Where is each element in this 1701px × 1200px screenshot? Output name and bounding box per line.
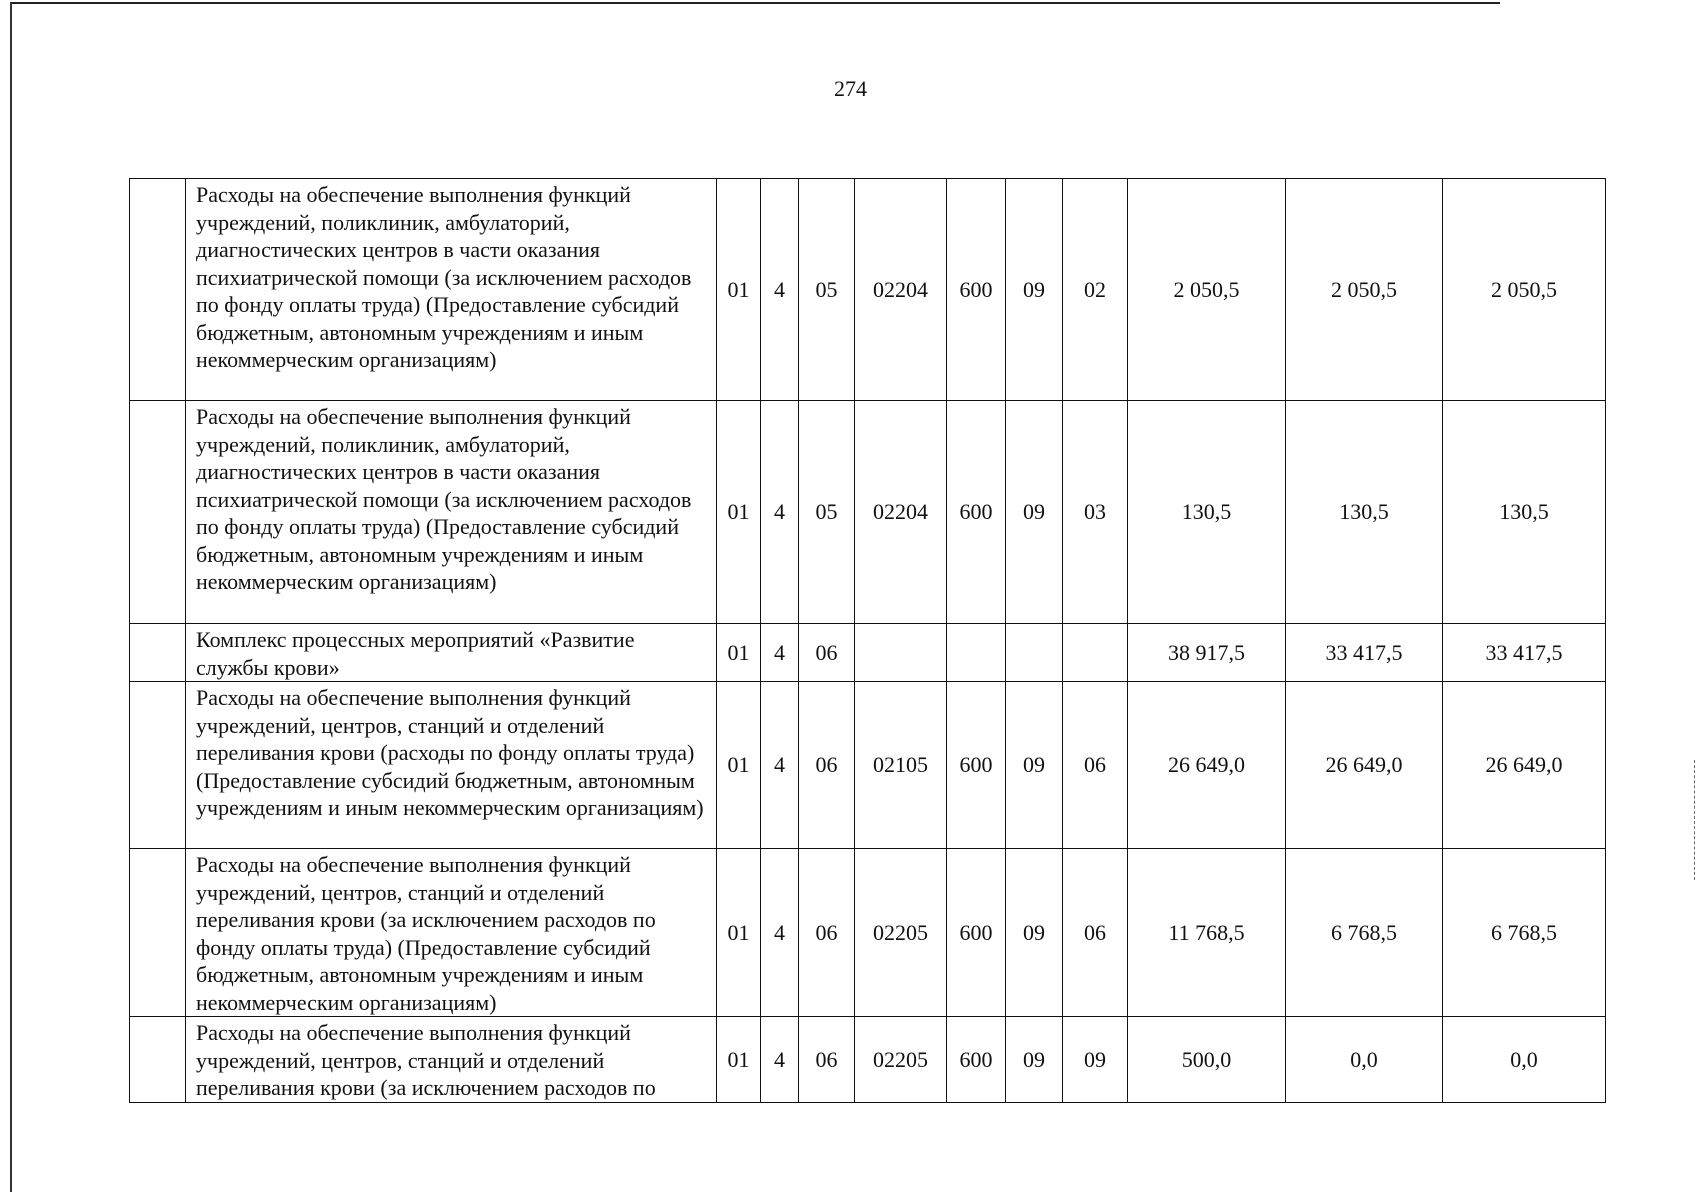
blank-cell (130, 1017, 186, 1103)
amount-cell: 500,0 (1128, 1017, 1286, 1103)
code-cell: 4 (761, 624, 799, 682)
page-number: 274 (834, 76, 867, 101)
blank-cell (130, 849, 186, 1017)
code-cell: 600 (947, 179, 1006, 401)
code-cell: 09 (1006, 179, 1063, 401)
scan-edge-top (10, 2, 1500, 4)
row-description: Расходы на обеспечение выполнения функций учреждений, центров, станций и отделений переливания крови (за исключением расходов по фонду оплаты труда) (Предоставление субсидий бюджетным, автономным учреждениям и иным некоммерческим организациям) (186, 849, 717, 1017)
code-cell: 01 (717, 624, 761, 682)
code-cell: 600 (947, 682, 1006, 849)
code-cell: 4 (761, 401, 799, 624)
amount-cell: 26 649,0 (1286, 682, 1443, 849)
amount-cell: 130,5 (1443, 401, 1606, 624)
budget-table (129, 178, 1606, 1103)
code-cell: 01 (717, 849, 761, 1017)
code-cell (855, 624, 947, 682)
code-cell: 02105 (855, 682, 947, 849)
scan-edge-left (10, 2, 12, 1192)
blank-cell (130, 179, 186, 401)
code-cell: 05 (799, 401, 855, 624)
amount-cell: 2 050,5 (1286, 179, 1443, 401)
blank-cell (130, 401, 186, 624)
code-cell: 09 (1006, 1017, 1063, 1103)
code-cell (1006, 624, 1063, 682)
code-cell: 02 (1063, 179, 1128, 401)
code-cell: 01 (717, 1017, 761, 1103)
table-row (130, 682, 1606, 849)
code-cell: 06 (799, 1017, 855, 1103)
row-description: Расходы на обеспечение выполнения функций учреждений, поликлиник, амбулаторий, диагностических центров в части оказания психиатрической помощи (за исключением расходов по фонду оплаты труда) (Предоставление субсидий бюджетным, автономным учреждениям и иным некоммерческим организациям) (186, 401, 717, 624)
row-description: Расходы на обеспечение выполнения функций учреждений, центров, станций и отделений переливания крови (расходы по фонду оплаты труда) (Предоставление субсидий бюджетным, автономным учреждениям и иным некоммерческим организациям) (186, 682, 717, 849)
code-cell: 06 (1063, 682, 1128, 849)
code-cell: 02205 (855, 849, 947, 1017)
code-cell: 09 (1006, 401, 1063, 624)
amount-cell: 33 417,5 (1286, 624, 1443, 682)
code-cell: 600 (947, 401, 1006, 624)
row-description: Расходы на обеспечение выполнения функций учреждений, поликлиник, амбулаторий, диагностических центров в части оказания психиатрической помощи (за исключением расходов по фонду оплаты труда) (Предоставление субсидий бюджетным, автономным учреждениям и иным некоммерческим организациям) (186, 179, 717, 401)
table-row (130, 849, 1606, 1017)
blank-cell (130, 624, 186, 682)
code-cell: 02204 (855, 179, 947, 401)
table-row (130, 179, 1606, 401)
code-cell: 01 (717, 682, 761, 849)
amount-cell: 11 768,5 (1128, 849, 1286, 1017)
amount-cell: 6 768,5 (1286, 849, 1443, 1017)
row-description: Комплекс процессных мероприятий «Развитие службы крови» (186, 624, 717, 682)
blank-cell (130, 682, 186, 849)
code-cell: 09 (1006, 682, 1063, 849)
code-cell: 03 (1063, 401, 1128, 624)
code-cell: 05 (799, 179, 855, 401)
code-cell: 02204 (855, 401, 947, 624)
code-cell: 01 (717, 401, 761, 624)
code-cell (1063, 624, 1128, 682)
amount-cell: 26 649,0 (1128, 682, 1286, 849)
code-cell: 600 (947, 1017, 1006, 1103)
code-cell: 4 (761, 1017, 799, 1103)
table-row (130, 1017, 1606, 1103)
code-cell: 06 (1063, 849, 1128, 1017)
code-cell: 600 (947, 849, 1006, 1017)
code-cell: 02205 (855, 1017, 947, 1103)
amount-cell: 0,0 (1286, 1017, 1443, 1103)
amount-cell: 6 768,5 (1443, 849, 1606, 1017)
code-cell: 4 (761, 849, 799, 1017)
code-cell: 06 (799, 624, 855, 682)
code-cell (947, 624, 1006, 682)
amount-cell: 38 917,5 (1128, 624, 1286, 682)
code-cell: 06 (799, 682, 855, 849)
code-cell: 01 (717, 179, 761, 401)
amount-cell: 2 050,5 (1443, 179, 1606, 401)
amount-cell: 2 050,5 (1128, 179, 1286, 401)
code-cell: 09 (1063, 1017, 1128, 1103)
table-row (130, 624, 1606, 682)
code-cell: 4 (761, 179, 799, 401)
scan-edge-right (1694, 760, 1695, 880)
row-description: Расходы на обеспечение выполнения функций учреждений, центров, станций и отделений переливания крови (за исключением расходов по (186, 1017, 717, 1103)
amount-cell: 33 417,5 (1443, 624, 1606, 682)
amount-cell: 130,5 (1128, 401, 1286, 624)
amount-cell: 130,5 (1286, 401, 1443, 624)
code-cell: 06 (799, 849, 855, 1017)
amount-cell: 26 649,0 (1443, 682, 1606, 849)
code-cell: 09 (1006, 849, 1063, 1017)
table-row (130, 401, 1606, 624)
code-cell: 4 (761, 682, 799, 849)
amount-cell: 0,0 (1443, 1017, 1606, 1103)
